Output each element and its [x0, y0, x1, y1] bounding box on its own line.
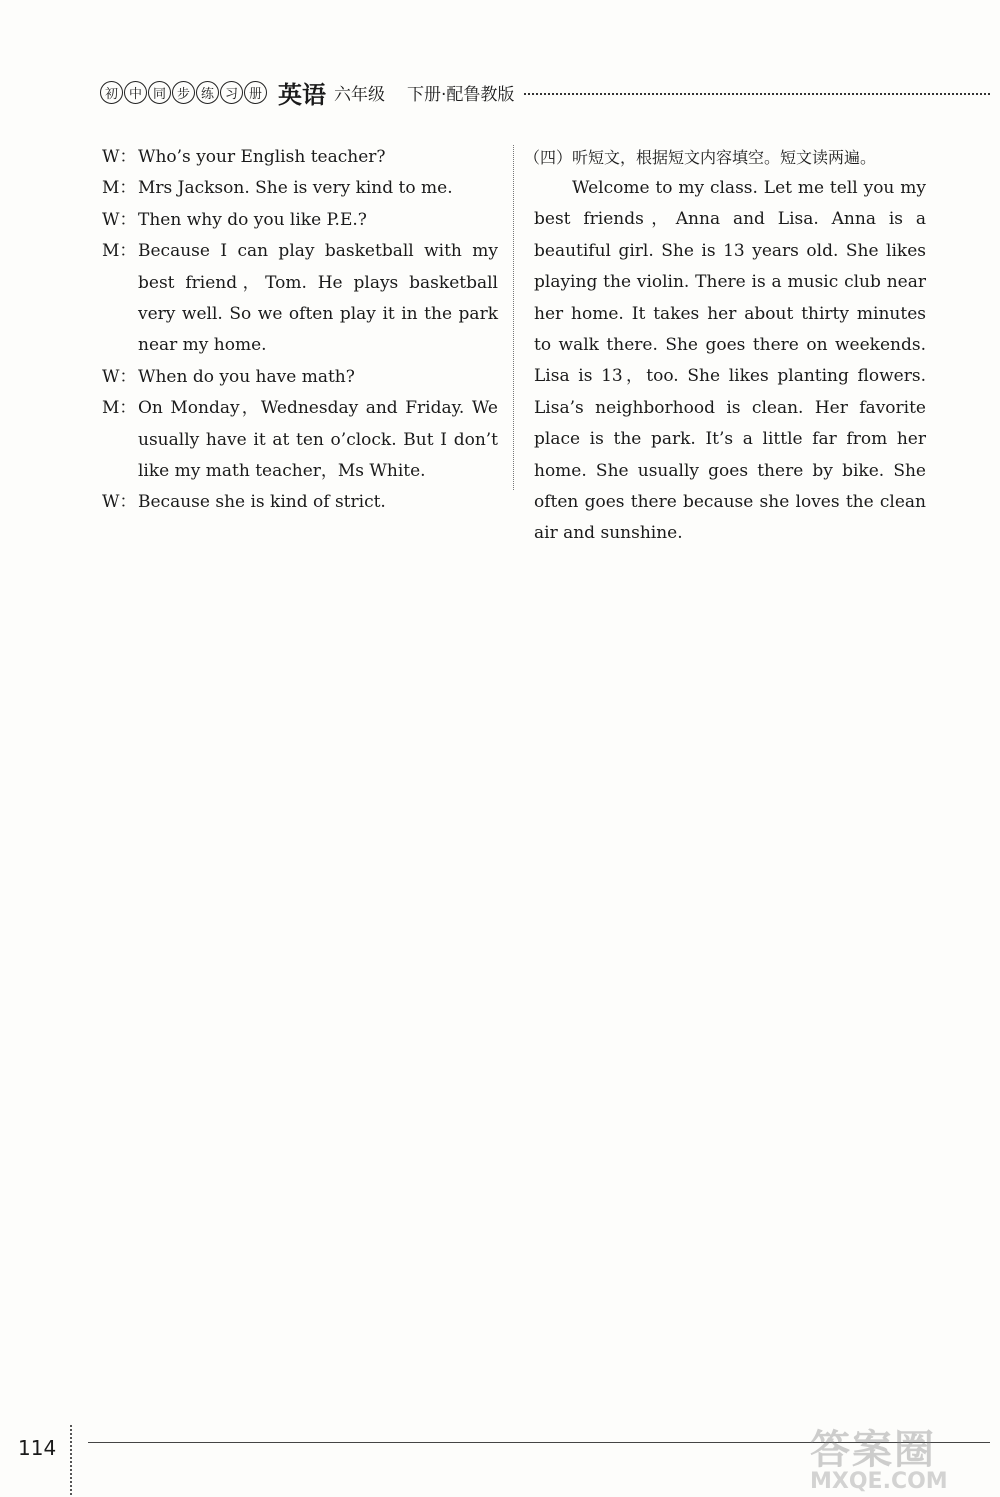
passage-column [524, 142, 926, 550]
dialogue-line [102, 142, 498, 173]
series-char: 中 [124, 81, 147, 104]
speaker-label: M： [102, 178, 137, 199]
utterance: When do you have math? [138, 366, 355, 387]
utterance: On Monday，Wednesday and Friday. We usually have it at ten o’clock. But I don’t like my math teacher，Ms White. [138, 398, 498, 482]
speaker-label: M： [102, 241, 137, 262]
speaker-label: W： [102, 366, 137, 387]
edition-label: 下册·配鲁教版 [407, 84, 515, 105]
series-char: 初 [100, 81, 123, 104]
dialogue-line [102, 173, 498, 204]
header-dotted-rule [524, 93, 990, 95]
series-char: 习 [220, 81, 243, 104]
utterance: Mrs Jackson. She is very kind to me. [138, 178, 453, 199]
dialogue-line [102, 487, 498, 518]
watermark-url: MXQE.COM [810, 1469, 948, 1494]
section-title: （四）听短文，根据短文内容填空。短文读两遍。 [524, 148, 877, 167]
passage-text: Welcome to my class. Let me tell you my best friends，Anna and Lisa. Anna is a beautiful girl. She is 13 years old. She likes playing the violin. There is a music club near her home. It takes her about thirty minutes to walk there. She goes there on weekends. Lisa is 13，too. She likes planting flowers. Lisa’s neighborhood is clean. Her favorite place is the park. It’s a little far from her home. She usually goes there by bike. She often goes there because she loves the clean air and sunshine. [534, 178, 926, 544]
utterance: Then why do you like P.E.? [138, 209, 367, 230]
watermark [810, 1418, 990, 1493]
watermark-logo: 答案圈 [810, 1427, 936, 1473]
dialogue-line [102, 236, 498, 362]
speaker-label: W： [102, 209, 137, 230]
speaker-label: W： [102, 147, 137, 167]
speaker-label: M： [102, 398, 137, 419]
grade-label: 六年级 [334, 84, 385, 105]
series-char: 步 [172, 81, 195, 104]
page-number: 114 [18, 1436, 57, 1460]
dialogue-line [102, 393, 498, 487]
binding-margin [70, 1425, 84, 1495]
series-char: 册 [244, 81, 267, 104]
utterance: Because I can play basketball with my best friend，Tom. He plays basketball very well. So we often play it in the park near my home. [138, 241, 498, 356]
series-title [100, 81, 268, 104]
series-char: 练 [196, 81, 219, 104]
column-divider [513, 145, 514, 490]
dialogue-line [102, 362, 498, 393]
utterance: Who’s your English teacher? [138, 147, 386, 167]
dialogue-column [102, 142, 498, 519]
speaker-label: W： [102, 492, 137, 513]
utterance: Because she is kind of strict. [138, 492, 386, 513]
page-header [100, 76, 990, 108]
dialogue-line [102, 205, 498, 236]
subject-title: 英语 [278, 80, 326, 109]
series-char: 同 [148, 81, 171, 104]
